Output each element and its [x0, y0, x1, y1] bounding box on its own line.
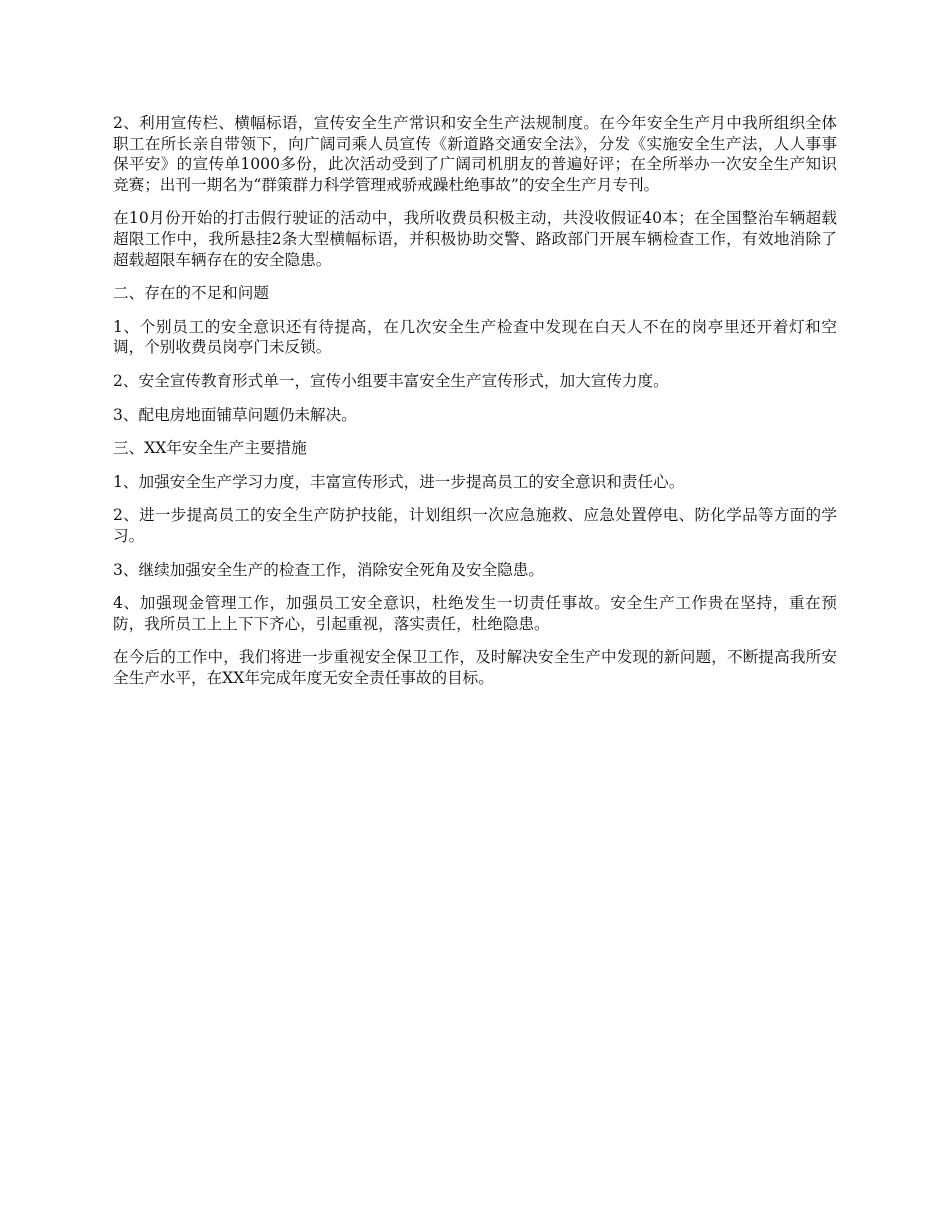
section-heading-problems: 二、存在的不足和问题	[113, 284, 269, 303]
paragraph-problem-2: 2、安全宣传教育形式单一，宣传小组要丰富安全生产宣传形式，加大宣传力度。	[113, 371, 669, 390]
paragraph-conclusion: 在今后的工作中，我们将进一步重视安全保卫工作，及时解决安全生产中发现的新问题，不断提高我所安全生产水平，在XX年完成年度无安全责任事故的目标。	[113, 648, 837, 687]
section-heading-measures: 三、XX年安全生产主要措施	[113, 439, 307, 458]
paragraph-publicity-activities: 2、利用宣传栏、横幅标语，宣传安全生产常识和安全生产法规制度。在今年安全生产月中我所组织全体职工在所长亲自带领下，向广阔司乘人员宣传《新道路交通安全法》，分发《实施安全生产法，人人事事保平安》的宣传单1000多份，此次活动受到了广阔司机朋友的普遍好评；在全所举办一次安全生产知识竞赛；出刊一期名为“群策群力科学管理戒骄戒躁杜绝事故”的安全生产月专刊。	[113, 114, 837, 194]
document-body	[113, 113, 837, 701]
paragraph-problem-1: 1、个别员工的安全意识还有待提高，在几次安全生产检查中发现在白天人不在的岗亭里还开着灯和空调，个别收费员岗亭门未反锁。	[113, 317, 837, 357]
paragraph-problem-3: 3、配电房地面铺草问题仍未解决。	[113, 405, 357, 424]
paragraph-fake-license-campaign: 在10月份开始的打击假行驶证的活动中，我所收费员积极主动，共没收假证40本；在全国整治车辆超载超限工作中，我所悬挂2条大型横幅标语，并积极协助交警、路政部门开展车辆检查工作，有效地消除了超载超限车辆存在的安全隐患。	[113, 209, 837, 269]
paragraph-measure-3: 3、继续加强安全生产的检查工作，消除安全死角及安全隐患。	[113, 560, 544, 579]
paragraph-measure-2: 2、进一步提高员工的安全生产防护技能，计划组织一次应急施救、应急处置停电、防化学品等方面的学习。	[113, 506, 837, 545]
paragraph-measure-1: 1、加强安全生产学习力度，丰富宣传形式，进一步提高员工的安全意识和责任心。	[113, 472, 685, 491]
paragraph-measure-4: 4、加强现金管理工作，加强员工安全意识，杜绝发生一切责任事故。安全生产工作贵在坚持，重在预防，我所员工上上下下齐心，引起重视，落实责任，杜绝隐患。	[113, 594, 837, 633]
